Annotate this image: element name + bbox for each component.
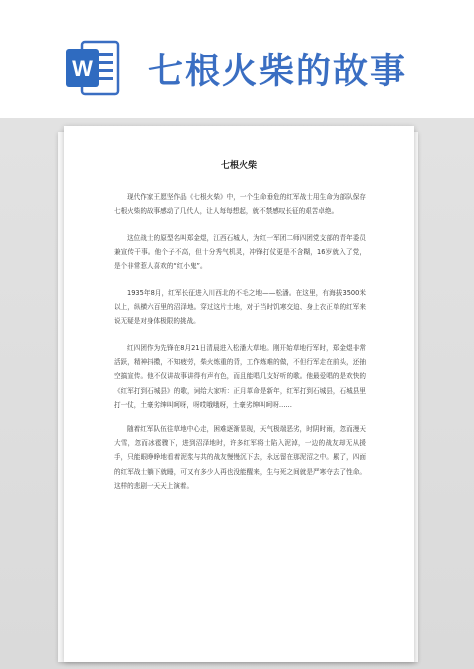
document-title: 七根火柴 (220, 161, 257, 171)
word-document-icon (64, 38, 122, 98)
paragraph: 1935年8月，红军长征进入川西北的不毛之地——松潘。在这里，有海拔3500米以上，纵横六百里的沼泽地。穿过这片土地，对于当时饥寒交迫、身上衣正单的红军来说无疑是对身体极限的挑战。 (114, 289, 366, 326)
paragraph: 红四团作为先锋在8月21日清晨进入松潘大草地。刚开始草地行军时，郑金煜非常活跃，精神抖擞，不知疲劳，柴火炼重的背，工作炼难的做，不但行军走在前头，还抽空搞宣传。他不仅讲故事讲得有声有色，而且能唱几支好听的歌。他最爱唱的是欢快的《红军打到石城县》的歌，词给大家听：正月革命是新年，红军打到石城县，石城县里打一仗，土豪劣绅叫呵呀，呀哎哦哦呀，土豪劣绅叫呵呀…… (114, 344, 366, 409)
paragraph: 现代作家王愿坚作品《七根火柴》中，一个生命垂危的红军战士用生命为部队保存七根火柴的故事感动了几代人，让人每每想起，就不禁感叹长征的艰苦卓绝。 (114, 193, 366, 216)
page-title: 七根火柴的故事 (148, 51, 408, 92)
document-preview-area (0, 118, 474, 669)
document-page (64, 126, 414, 662)
logo-letter: W (72, 56, 93, 81)
header-banner (0, 0, 474, 118)
paragraph: 这位战士的原型名叫郑金煜，江西石城人，为红一军团二师四团党支部的青年委员兼宣传干事。他个子不高，但十分秀气机灵，冲锋打仗更是不含糊，16岁就入了党，是个非常惹人喜欢的“红小鬼”。 (114, 234, 366, 271)
paragraph: 随着红军队伍往草地中心走，困难逐渐显现，天气极端恶劣，时阴时雨，忽而漫天大雪，忽而冰雹骤下，进到沼泽地时，许多红军将士陷入泥淖，一边的战友却无从援手，只能眼睁睁地看着泥浆与共的战友慢慢沉下去，永远留在那泥沼之中。累了，四面的红军战士躺下就睡，可又有多少人再也没能醒来，生与死之间就是严寒夺去了性命。这样的悲剧一天天上演着。 (114, 425, 366, 490)
